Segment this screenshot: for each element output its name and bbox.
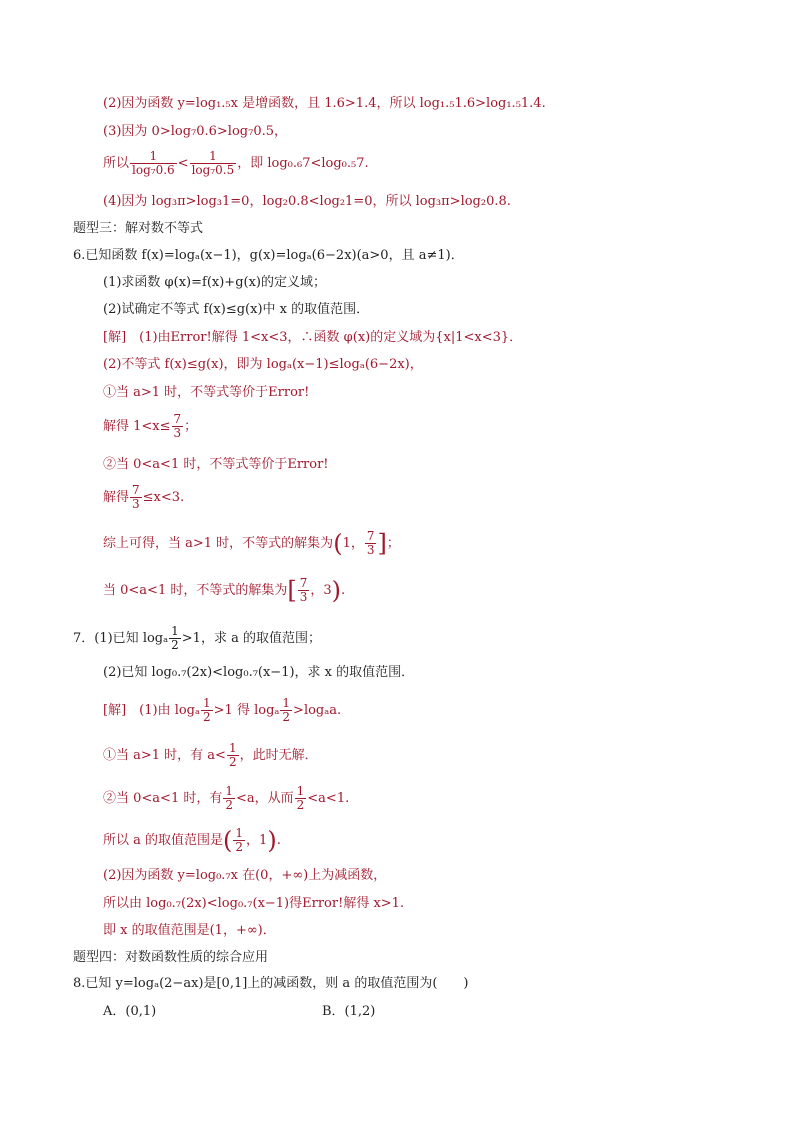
- solution-line: [103, 742, 318, 769]
- text-segment: 解得: [103, 490, 130, 505]
- text-segment: ；: [184, 419, 198, 434]
- solution-line: ②当 0<a<1 时，不等式等价于Error!: [103, 457, 329, 472]
- open-bracket: [: [287, 576, 297, 605]
- text-segment: 1，: [342, 536, 364, 551]
- text-segment: <a，从而: [235, 791, 294, 806]
- text-segment: 所以: [103, 156, 130, 171]
- fraction: [298, 577, 310, 604]
- open-paren: (: [333, 529, 343, 558]
- numerator: 1: [228, 741, 237, 755]
- solution-line: (2)不等式 f(x)≤g(x)，即为 logₐ(x−1)≤logₐ(6−2x)，: [103, 357, 423, 372]
- section-heading: 题型三：解对数不等式: [73, 221, 204, 236]
- solution-line: [103, 413, 197, 440]
- solution-line: [103, 530, 400, 557]
- text-segment: [解] (1)由 logₐ: [103, 703, 201, 718]
- solution-line: [103, 484, 184, 511]
- solution-line: [103, 577, 345, 604]
- numerator: 1: [296, 784, 305, 798]
- question-8: 8.已知 y=logₐ(2−ax)是[0,1]上的减函数，则 a 的取值范围为( ): [73, 976, 469, 991]
- solution-line: 所以由 log₀.₇(2x)<log₀.₇(x−1)得Error!解得 x>1.: [103, 896, 405, 911]
- text-segment: 解得 1<x≤: [103, 419, 171, 434]
- solution-line: [103, 827, 281, 854]
- question-part: (1)求函数 φ(x)=f(x)+g(x)的定义域；: [103, 275, 326, 290]
- text-segment: 综上可得，当 a>1 时，不等式的解集为: [103, 536, 334, 551]
- fraction: [233, 827, 245, 854]
- fraction: [130, 484, 142, 511]
- text-segment: >1 得 logₐ: [213, 703, 280, 718]
- numerator: 7: [366, 529, 375, 543]
- text-segment: ，此时无解．: [239, 748, 318, 763]
- section-heading: 题型四：对数函数性质的综合应用: [73, 950, 269, 965]
- denominator: 2: [296, 798, 305, 812]
- fraction: [280, 697, 292, 724]
- numerator: 1: [235, 826, 244, 840]
- numerator: 1: [282, 696, 291, 710]
- denominator: 2: [282, 710, 291, 724]
- numerator: 7: [132, 483, 140, 497]
- denominator: 2: [203, 710, 211, 724]
- denominator: log₇0.6: [132, 163, 175, 177]
- question-7: [73, 625, 321, 652]
- text-segment: 所以 a 的取值范围是: [103, 833, 224, 848]
- denominator: 2: [225, 798, 233, 812]
- fraction: [169, 625, 181, 652]
- denominator: 2: [235, 840, 244, 854]
- option-a: A．(0,1): [103, 1004, 157, 1019]
- denominator: 3: [366, 543, 375, 557]
- fraction: [295, 785, 307, 812]
- denominator: 3: [173, 426, 182, 440]
- fraction: [223, 785, 235, 812]
- text-segment: <a<1.: [307, 791, 350, 806]
- denominator: 2: [228, 755, 237, 769]
- text-segment: .: [341, 583, 346, 598]
- text-segment: .: [276, 833, 281, 848]
- numerator: 1: [225, 784, 233, 798]
- solution-line: ①当 a>1 时，不等式等价于Error!: [103, 385, 310, 400]
- numerator: 1: [190, 150, 237, 164]
- fraction: [190, 150, 237, 177]
- question-6: 6.已知函数 f(x)=logₐ(x−1)，g(x)=logₐ(6−2x)(a>0，且 a≠1)．: [73, 248, 464, 263]
- text-segment: ，即 log₀.₆7<log₀.₅7.: [237, 156, 369, 171]
- fraction: [227, 742, 239, 769]
- numerator: 7: [173, 412, 182, 426]
- solution-line: [解] (1)由Error!解得 1<x<3，∴函数 φ(x)的定义域为{x|1<x<3}．: [103, 330, 523, 345]
- numerator: 1: [171, 624, 179, 638]
- close-paren: ): [331, 576, 342, 605]
- text-segment: ，1: [246, 833, 268, 848]
- close-bracket: ]: [377, 529, 387, 558]
- denominator: 3: [299, 590, 308, 604]
- text-segment: ；: [386, 536, 400, 551]
- solution-line: (2)因为函数 y=log₀.₇x 在(0，+∞)上为减函数，: [103, 868, 387, 883]
- solution-line: [103, 697, 341, 724]
- solution-line: [103, 785, 349, 812]
- numerator: 1: [203, 696, 211, 710]
- text-segment: ≤x<3.: [142, 490, 185, 505]
- denominator: 3: [132, 497, 140, 511]
- text-segment: ①当 a>1 时，有 a<: [103, 748, 226, 763]
- text-segment: >logₐa.: [293, 703, 342, 718]
- fraction: [365, 530, 377, 557]
- text-segment: 当 0<a<1 时，不等式的解集为: [103, 583, 288, 598]
- text-segment: ②当 0<a<1 时，有: [103, 791, 223, 806]
- solution-line: 所以 $\frac{1}{\text{log₇0.6}}$ < $\frac{1}{\text{log₇0.5}}$ ，即 log₀.₆7<log₀.₅7.: [103, 149, 369, 177]
- text-segment: >1，求 a 的取值范围；: [181, 631, 321, 646]
- fraction: [201, 697, 213, 724]
- text-segment: ，3: [310, 583, 332, 598]
- question-part: (2)试确定不等式 f(x)≤g(x)中 x 的取值范围．: [103, 302, 370, 317]
- numerator: 7: [299, 576, 308, 590]
- solution-line: 即 x 的取值范围是(1，+∞)．: [103, 923, 276, 938]
- question-part: (2)已知 log₀.₇(2x)<log₀.₇(x−1)，求 x 的取值范围．: [103, 665, 415, 680]
- option-b: B．(1,2): [322, 1004, 376, 1019]
- solution-line: (4)因为 log₃π>log₃1=0，log₂0.8<log₂1=0，所以 log₃π>log₂0.8.: [103, 194, 511, 209]
- numerator: 1: [130, 150, 177, 164]
- denominator: log₇0.5: [191, 163, 235, 177]
- denominator: 2: [171, 638, 179, 652]
- fraction: [130, 150, 177, 177]
- solution-line: (3)因为 0>log₇0.6>log₇0.5，: [103, 124, 287, 139]
- close-paren: ): [267, 826, 277, 855]
- open-paren: (: [223, 826, 233, 855]
- fraction: [172, 413, 184, 440]
- solution-line: (2)因为函数 y=log₁.₅x 是增函数，且 1.6>1.4，所以 log₁.₅1.6>log₁.₅1.4.: [103, 96, 546, 111]
- text-segment: 7．(1)已知 logₐ: [73, 631, 169, 646]
